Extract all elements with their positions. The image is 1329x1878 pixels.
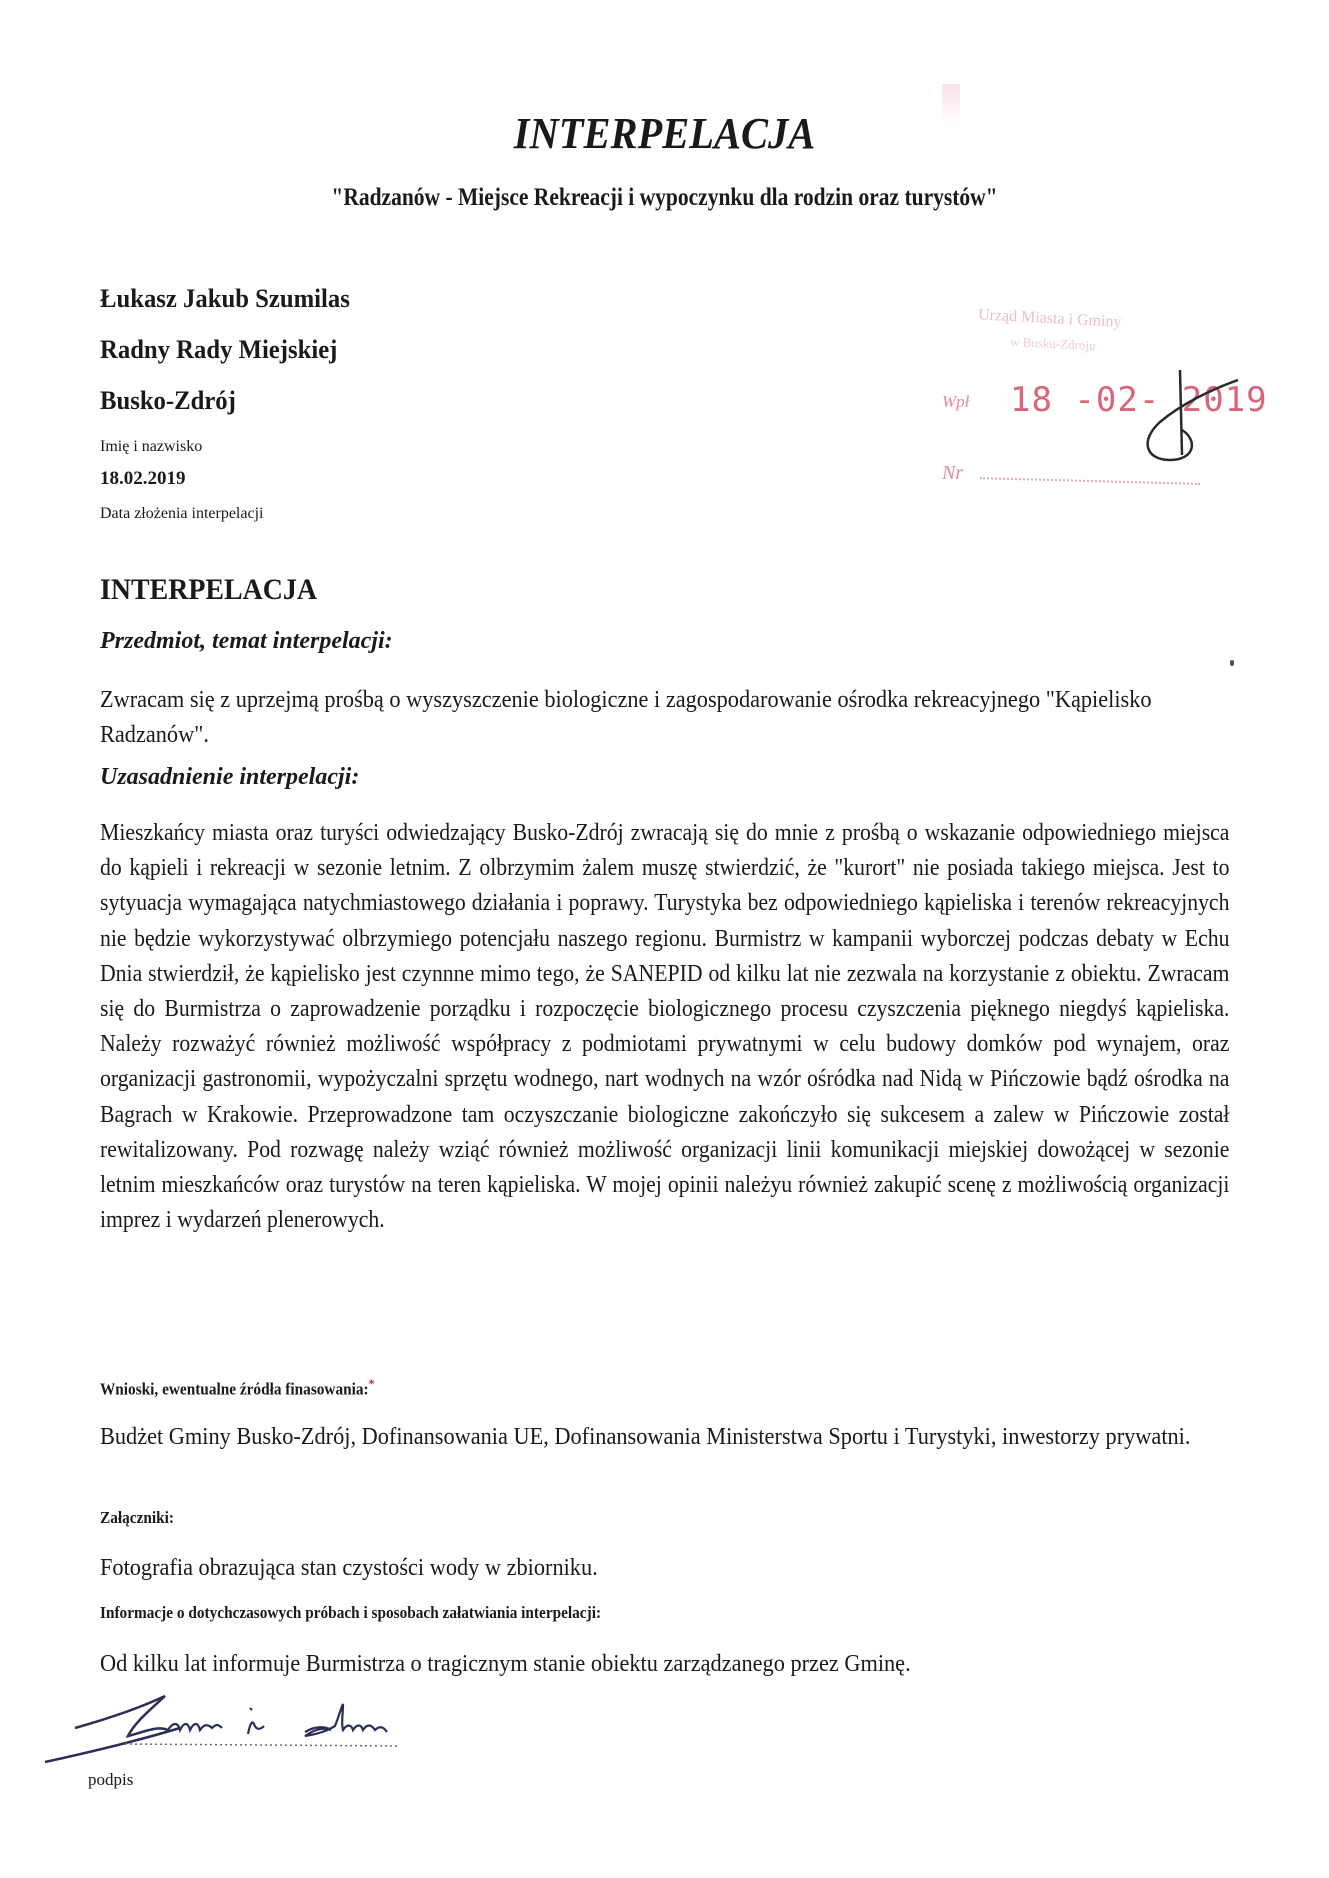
- author-city: Busko-Zdrój: [100, 386, 236, 415]
- signature-label: podpis: [88, 1770, 134, 1789]
- date-label: Data złożenia interpelacji: [100, 505, 264, 522]
- document-title: INTERPELACJA: [513, 109, 816, 158]
- funding-text: Budżet Gminy Busko-Zdrój, Dofinansowania UE, Dofinansowania Ministerstwa Sportu i Turystyki, inwestorzy prywatni.: [100, 1424, 1191, 1450]
- received-stamp: [940, 300, 1268, 510]
- stamp-number-line: [980, 477, 1200, 485]
- section-heading: INTERPELACJA: [100, 573, 318, 606]
- author-name: Łukasz Jakub Szumilas: [100, 284, 350, 313]
- footnote-mark: *: [368, 1376, 375, 1391]
- justification-heading: Uzasadnienie interpelacji:: [100, 764, 360, 790]
- handwritten-signature-icon: [40, 1690, 460, 1780]
- author-block: [100, 284, 363, 534]
- stamp-received-prefix: Wpł: [942, 392, 970, 411]
- author-role: Radny Rady Miejskiej: [100, 335, 338, 364]
- name-label: Imię i nazwisko: [100, 438, 203, 455]
- attachments-text: Fotografia obrazująca stan czystości wody w zbiorniku.: [100, 1555, 598, 1581]
- attempts-text: Od kilku lat informuje Burmistrza o tragicznym stanie obiektu zarządzanego przez Gminę.: [100, 1651, 911, 1677]
- stamp-office-line: Urząd Miasta i Gminy: [977, 306, 1122, 331]
- stamp-received-date: 18 -02- 2019: [1010, 380, 1268, 420]
- stamp-office-line-2: w Busku-Zdroju: [1009, 333, 1096, 354]
- initials-scribble-icon: [1120, 360, 1240, 470]
- submission-date: 18.02.2019: [100, 468, 186, 489]
- document-subtitle: "Radzanów - Miejsce Rekreacji i wypoczynku dla rodzin oraz turystów": [331, 184, 998, 211]
- subject-text: Zwracam się z uprzejmą prośbą o wyszyszczenie biologiczne i zagospodarowanie ośrodka rekreacyjnego "Kąpielisko Radzanów".: [100, 687, 1152, 748]
- stamp-number-prefix: Nr: [942, 462, 964, 484]
- subject-heading: Przedmiot, temat interpelacji:: [100, 628, 393, 654]
- scan-speck: [1230, 660, 1234, 666]
- funding-heading: [100, 1376, 1117, 1400]
- attachments-heading: Załączniki:: [100, 1508, 174, 1527]
- funding-heading-text: Wnioski, ewentualne źródła finasowania:: [100, 1379, 369, 1399]
- justification-text: Mieszkańcy miasta oraz turyści odwiedzający Busko-Zdrój zwracają się do mnie z prośbą o wskazanie odpowiedniego miejsca do kąpieli i rekreacji w sezonie letnim. Z olbrzymim żalem muszę stwierdzić, że "kurort" nie posiada takiego miejsca. Jest to sytyuacja wymagająca natychmiastowego działania i poprawy. Turystyka bez odpowiedniego kąpieliska i terenów rekreacyjnych nie będzie wykorzystywać olbrzymiego potencjału naszego regionu. Burmistrz w kampanii wyborczej podczas debaty w Echu Dnia stwierdził, że kąpielisko jest czynnne mimo tego, że SANEPID od kilku lat nie zezwala na korzystanie z obiektu. Zwracam się do Burmistrza o zaprowadzenie porządku i rozpoczęcie biologicznego procesu czyszczenia pięknego niegdyś kąpieliska. Należy rozważyć również możliwość współpracy z podmiotami prywatnymi w celu budowy domków pod wynajem, oraz organizacji gastronomii, wypożyczalni sprzętu wodnego, nart wodnych na wzór ośródka nad Nidą w Pińczowie bądź ośrodka na Bagrach w Krakowie. Przeprowadzone tam oczyszczanie biologiczne zakończyło się sukcesem a zalew w Pińczowie został rewitalizowany. Pod rozwagę należy wziąć również możliwość organizacji linii komunikacji miejskiej dowożącej w sezonie letnim mieszkańców oraz turystów na teren kąpieliska. W mojej opinii należyu również zakupić scenę z możliwością organizacji imprez i wydarzeń plenerowych.: [100, 820, 1230, 1234]
- attempts-heading: Informacje o dotychczasowych próbach i sposobach załatwiania interpelacji:: [100, 1603, 602, 1622]
